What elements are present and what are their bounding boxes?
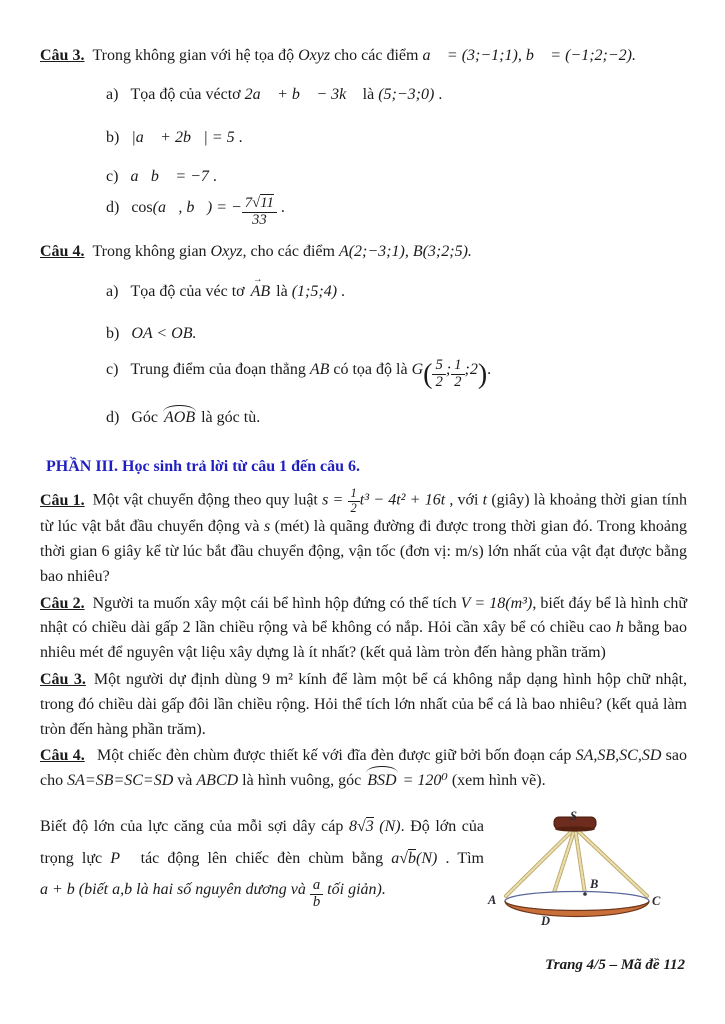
p3-q1-text-1: Một vật chuyển động theo quy luật [92, 491, 323, 509]
q4d-line3-a-plus-b: a + b [40, 881, 75, 899]
q3-item-a-math-1: 2a⃗ + b⃗ − 3k⃗ [244, 85, 359, 103]
p3-q4-angle-value: = 120⁰ [398, 772, 448, 790]
q4d-line2-vector-P: P⃗ [110, 850, 133, 868]
q3-item-d [106, 196, 687, 229]
q3-item-b-math: |a⃗ + 2b⃗| = 5 [131, 128, 235, 146]
q4-item-d-text-1: Góc [131, 408, 162, 426]
q4-item-c-period: . [487, 361, 492, 379]
q4-item-a-vector-AB: AB → [249, 282, 273, 303]
p3-q2-text-2: , biết đáy bể là hình chữ nhật có chiều dài gấp 2 lần chiều rộng và bể không có nắp. Hỏi cần xây bể có chiều cao [40, 594, 687, 637]
q3-item-d-num-pre: 7√ [244, 195, 261, 212]
part3-question-3 [40, 668, 687, 742]
q3-item-c-period: . [208, 168, 217, 186]
p3-q1-polynomial: t³ − 4t² + 16t [359, 491, 446, 509]
q4-oxyz: Oxyz, [210, 242, 247, 260]
q4-item-a-text-2: là [272, 282, 292, 300]
label-A: A [488, 893, 497, 907]
label-D: D [541, 914, 551, 928]
q3-item-a-math-2: (5;−3;0) [378, 85, 435, 103]
q4-item-b-math: OA < OB. [131, 324, 197, 342]
q4-detail-text-column [40, 816, 484, 911]
q3-intro-text-1: Trong không gian với hệ tọa độ [92, 47, 299, 64]
q3-item-b-label: b) [106, 128, 120, 146]
p3-q1-text-2: , với [445, 491, 483, 509]
p3-q4-text-3: và [173, 772, 197, 790]
part-3-heading: PHẦN III. Học sinh trả lời từ câu 1 đến câu 6. [46, 457, 361, 475]
p3-q2-label: Câu 2. [40, 594, 85, 612]
q4-intro-text-2: cho các điểm [246, 242, 339, 260]
part3-question-1 [40, 487, 687, 589]
q3-item-d-period: . [276, 199, 285, 217]
q4d-line2-text-3: . Tìm [437, 850, 484, 868]
q3-item-a-label: a) [106, 85, 119, 103]
q4-item-c-f1-den: 2 [435, 373, 443, 390]
p3-q3-label: Câu 3. [40, 671, 86, 689]
q3-item-a-text-2: là [358, 85, 379, 103]
q4-item-a-math: (1;5;4) [291, 282, 338, 300]
label-S: S [570, 809, 577, 823]
p3-q2-volume-math: V = 18(m³) [460, 594, 533, 612]
q4-item-c-sep-1: ; [445, 361, 452, 379]
q3-item-d-numerator [242, 196, 277, 213]
q4-item-a [106, 282, 687, 303]
p3-q1-var-t: t [482, 491, 488, 509]
q4-item-c-text-1: Trung điểm của đoạn thẳng [130, 361, 310, 379]
p3-q4-cables-math: SA,SB,SC,SD [575, 747, 662, 765]
q4-item-c-open-paren: ( [423, 359, 433, 391]
q4-item-d-label: d) [106, 408, 120, 426]
cable-SC-texture [575, 828, 647, 896]
p3-q3-text: Một người dự định dùng 9 m² kính để làm một bể cá không nắp dạng hình hộp chữ nhật, trong đó chiều dài gấp đôi lần chiều rộng. Hỏi thể tích lớn nhất của bể cá là bao nhiêu? (kết quả làm tròn đến hàng phần trăm). [40, 671, 688, 738]
q4-item-a-label: a) [106, 282, 119, 300]
q3-oxyz: Oxyz [298, 47, 331, 64]
q4-item-c-AB: AB [309, 361, 330, 379]
q3-item-c-label: c) [106, 168, 119, 186]
q4-item-c-label: c) [106, 361, 119, 379]
q4-item-d [106, 408, 687, 429]
p3-q4-angle-BSD: BSD [365, 769, 398, 794]
q3-item-d-denominator: 33 [251, 212, 267, 229]
q4d-line2-radicand: b [408, 850, 417, 868]
q3-item-a-text-1: Tọa độ của véctơ [130, 85, 245, 103]
label-B: B [590, 877, 599, 891]
p3-q1-var-s: s [263, 518, 271, 536]
p3-q4-text-5: (xem hình vẽ). [447, 772, 546, 790]
q4d-line2-text-1: trọng lực [40, 850, 111, 868]
q4-item-a-text-1: Tọa độ của véc tơ [130, 282, 249, 300]
q3-item-b [106, 128, 687, 149]
q4d-line1-newton: (N) [373, 818, 401, 835]
p3-q1-fraction [348, 487, 360, 515]
q3-item-c [106, 167, 687, 188]
page-footer: Trang 4/5 – Mã đề 112 [545, 957, 685, 973]
q4-detail-line-1 [40, 816, 484, 838]
q3-item-c-math: a⃗b⃗ = −7 [130, 168, 209, 186]
q4-item-c-f1-num: 5 [432, 358, 445, 375]
p3-q4-equal-math: SA=SB=SC=SD [67, 772, 174, 790]
q4d-line3-text-3: tối giản). [323, 881, 386, 899]
q4-item-c-close-paren: ) [477, 359, 488, 391]
q4-item-b [106, 324, 687, 345]
q4-item-b-label: b) [106, 324, 120, 342]
q4-item-d-text-2: là góc tù. [197, 408, 261, 426]
label-C: C [652, 894, 661, 908]
q3-item-d-fraction [242, 196, 277, 229]
p3-q4-ABCD: ABCD [196, 772, 239, 790]
q4d-line1-text-1: Biết độ lớn của lực căng của mỗi sợi dây cáp [40, 818, 349, 835]
q4-points-math: A(2;−3;1), B(3;2;5). [338, 242, 472, 260]
q4d-line3-ab: a,b [112, 881, 133, 899]
q4d-line3-fraction [310, 878, 323, 911]
q4-item-c-text-2: có tọa độ là [329, 361, 412, 379]
q4d-line1-text-2: . Độ lớn của [400, 818, 485, 835]
p3-q2-text-1: Người ta muốn xây một cái bể hình hộp đứng có thể tích [92, 594, 461, 612]
q4-item-c-fraction-2 [451, 358, 464, 391]
q3-item-d-label: d) [106, 199, 120, 217]
part3-question-4 [40, 744, 687, 794]
p3-q1-f-num: 1 [348, 487, 360, 501]
p3-q4-text-1: Một chiếc đèn chùm được thiết kế với đĩa đèn được giữ bởi bốn đoạn cáp [92, 747, 576, 765]
p3-q1-f-den: 2 [350, 500, 357, 515]
point-B-dot [583, 892, 587, 896]
p3-q1-text-3: (giây) là khoảng thời gian tính từ lúc vật bắt đầu chuyển động và [40, 491, 688, 536]
p3-q1-label: Câu 1. [40, 491, 85, 509]
q4d-line3-text-1: (biết [74, 881, 113, 899]
q3-item-b-period: . [234, 128, 243, 146]
q4-item-c [106, 357, 687, 393]
question-3-label: Câu 3. [40, 47, 85, 64]
q4-detail-line-3 [40, 878, 484, 911]
ceiling-mount-base [555, 826, 595, 831]
p3-q2-text-3: bằng bao nhiêu mét để nguyên vật liệu xây dựng là ít nhất? (kết quả làm tròn đến hàng phần trăm) [40, 619, 688, 662]
q4d-line2-newton: (N) [416, 850, 438, 868]
p3-q1-s-equals: s = [322, 491, 348, 509]
question-4-heading [40, 242, 687, 263]
p3-q2-var-h: h [615, 619, 624, 637]
q4-item-c-f2-num: 1 [451, 358, 464, 375]
p3-q1-text-4: (mét) là quãng đường đi được trong thời gian đó. Trong khoảng thời gian 6 giây kể từ lúc bắt đầu chuyển động, vận tốc (đơn vị: m/s) lớn nhất của vật đạt được bằng bao nhiêu? [40, 518, 687, 585]
q4d-line2-sqrt-pre: a√ [391, 850, 409, 868]
chandelier-figure [486, 808, 718, 954]
q4-detail-line-2 [40, 847, 484, 871]
q4-item-c-f2-den: 2 [454, 373, 462, 390]
q4d-line1-sqrt-pre: 8√ [348, 818, 366, 835]
q4-item-a-period: . [337, 282, 346, 300]
part3-question-2 [40, 592, 687, 666]
q3-item-d-cos: cos [131, 199, 153, 217]
q4-item-d-angle-AOB: AOB [162, 408, 197, 429]
q4-item-c-G: G [411, 361, 424, 379]
q4d-line1-radicand: 3 [365, 818, 374, 835]
q3-item-a [106, 85, 687, 106]
q4-intro-text-1: Trong không gian [92, 242, 211, 260]
p3-q4-label: Câu 4. [40, 747, 85, 765]
p3-q4-text-4: là hình vuông, góc [238, 772, 366, 790]
q4d-line3-text-2: là hai số nguyên dương và [132, 881, 310, 899]
q4-item-c-fraction-1 [432, 358, 445, 391]
q3-vectors-math: a⃗ = (3;−1;1), b⃗ = (−1;2;−2). [422, 47, 636, 64]
question-4-label: Câu 4. [40, 242, 85, 260]
p3-q4-text-2: sao cho [40, 747, 688, 790]
q4d-line3-f-num: a [310, 878, 323, 895]
q4d-line2-text-2: tác động lên chiếc đèn chùm bằng [132, 850, 392, 868]
q4d-line3-f-den: b [312, 894, 321, 911]
q4-item-c-sep-2: ;2 [464, 361, 478, 379]
q3-item-a-period: . [434, 85, 443, 103]
q3-intro-text-2: cho các điểm [330, 47, 423, 64]
question-3-heading [40, 46, 687, 67]
q3-item-d-radicand: 11 [260, 195, 274, 212]
q3-item-d-math: (a⃗, b⃗) = − [152, 199, 242, 217]
